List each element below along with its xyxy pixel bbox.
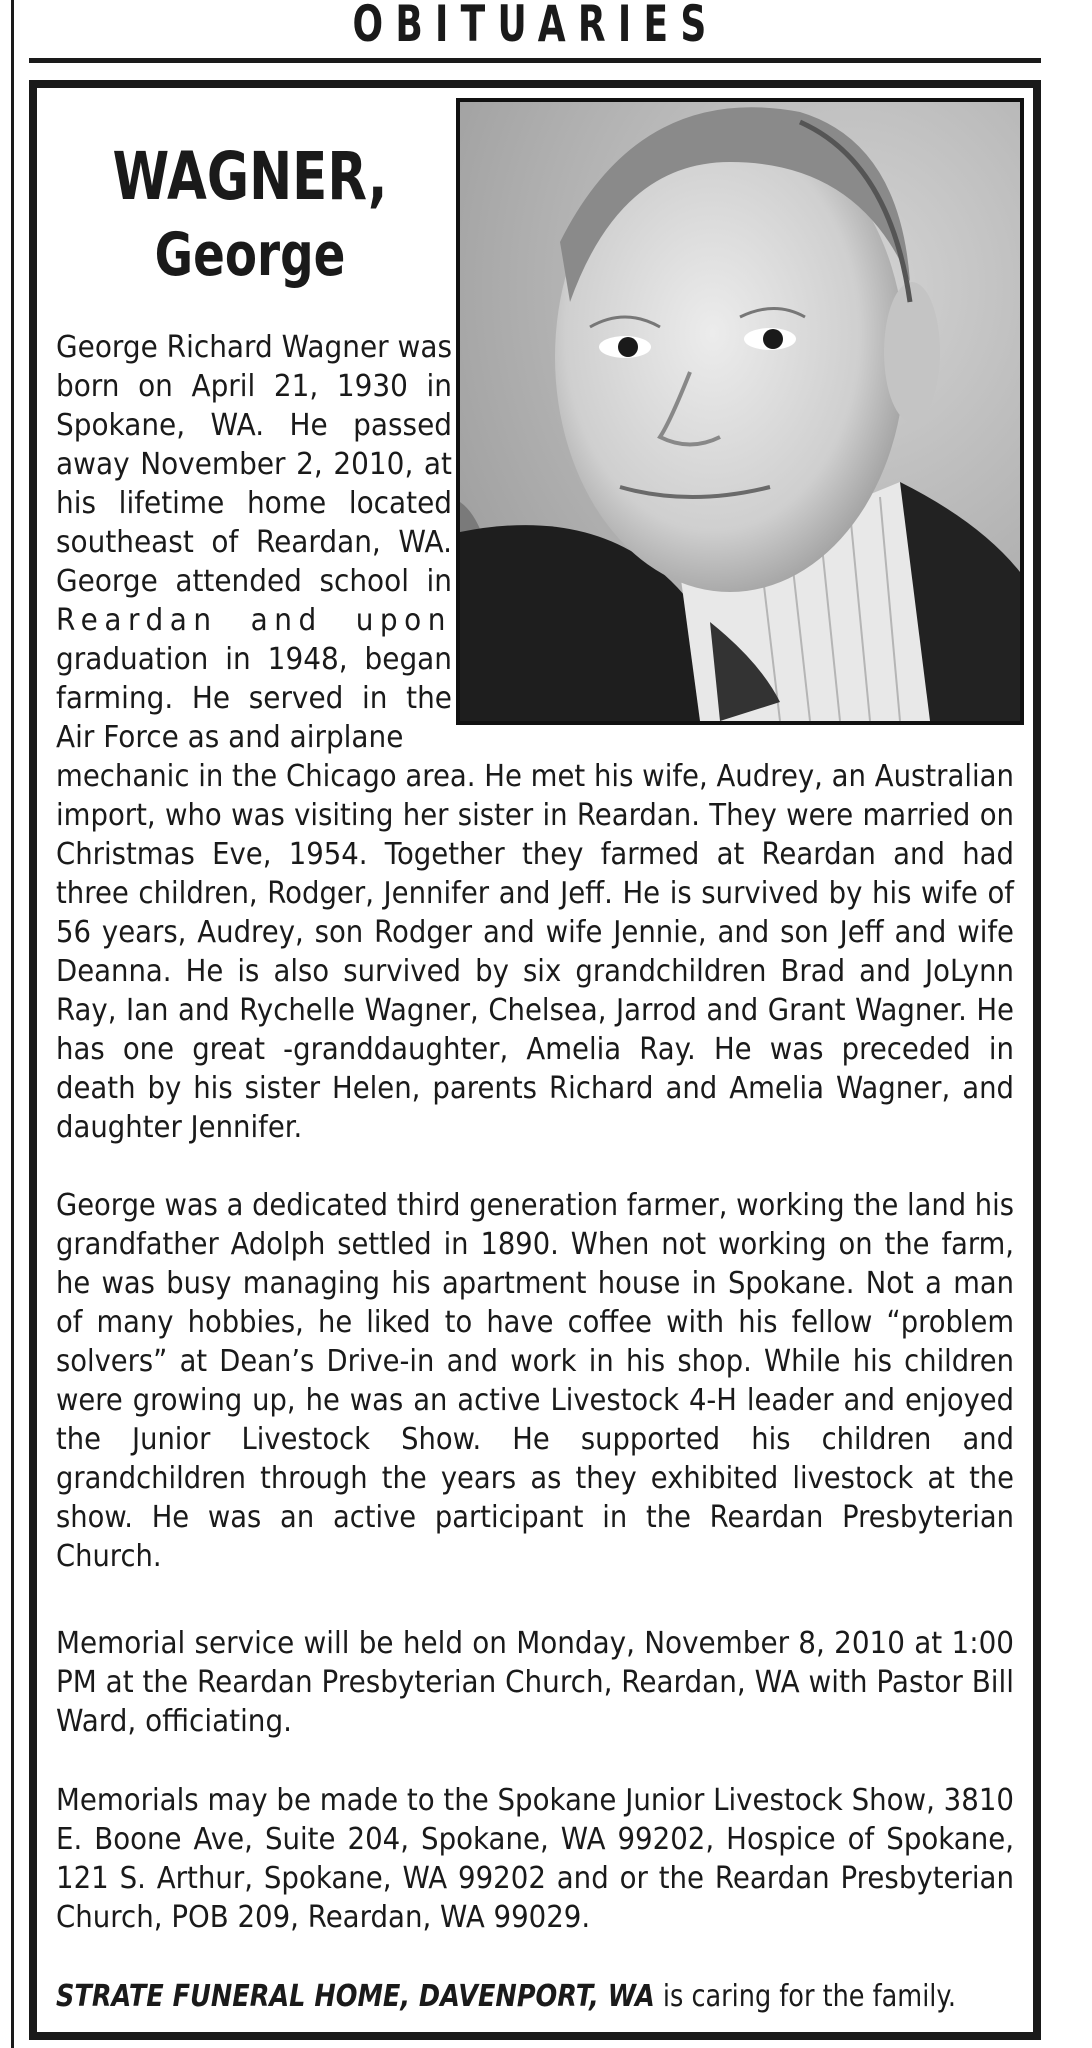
paragraph-family	[56, 757, 1014, 1147]
text-line: away November 2, 2010, at	[56, 447, 452, 482]
text-line: death by his sister Helen, parents Richard and Amelia Wagner, and	[56, 1071, 1014, 1106]
closing-line	[56, 1977, 956, 2016]
text-line: show. He was an active participant in the Reardan Presbyterian	[56, 1500, 1014, 1535]
text-line: George attended school in	[56, 564, 452, 599]
text-line: southeast of Reardan, WA.	[56, 525, 452, 560]
text-line: Ward, officiating.	[56, 1704, 292, 1739]
text-line: Church, POB 209, Reardan, WA 99029.	[56, 1900, 591, 1935]
text-line: Church.	[56, 1539, 162, 1574]
text-line: Memorials may be made to the Spokane Junior Livestock Show, 3810	[56, 1783, 1014, 1818]
text-line: Memorial service will be held on Monday, November 8, 2010 at 1:00	[56, 1626, 1014, 1661]
page-column-rule	[11, 0, 14, 2048]
section-title: OBITUARIES	[352, 0, 719, 53]
text-line: import, who was visiting her sister in Reardan. They were married on	[56, 798, 1014, 833]
text-line: Deanna. He is also survived by six grandchildren Brad and JoLynn	[56, 954, 1014, 989]
paragraph-service	[56, 1624, 1014, 1741]
text-line: George Richard Wagner was	[56, 330, 452, 365]
text-line: George was a dedicated third generation farmer, working the land his	[56, 1188, 1014, 1223]
text-line: Reardan and upon	[56, 603, 452, 638]
obituary-last-name: WAGNER,	[112, 138, 388, 215]
obituary-first-name: George	[154, 220, 346, 290]
text-line: has one great -granddaughter, Amelia Ray. He was preceded in	[56, 1032, 1014, 1067]
text-line: solvers” at Dean’s Drive-in and work in his shop. While his children	[56, 1344, 1014, 1379]
text-line: graduation in 1948, began	[56, 642, 452, 677]
text-line: born on April 21, 1930 in	[56, 369, 452, 404]
header-rule	[29, 58, 1041, 63]
text-line: mechanic in the Chicago area. He met his wife, Audrey, an Australian	[56, 759, 1014, 794]
text-line: daughter Jennifer.	[56, 1110, 303, 1145]
portrait-photo	[456, 98, 1024, 725]
text-line: 121 S. Arthur, Spokane, WA 99202 and or the Reardan Presbyterian	[56, 1861, 1014, 1896]
funeral-home-name: STRATE FUNERAL HOME, DAVENPORT, WA	[56, 1979, 655, 2014]
text-line: Ray, Ian and Rychelle Wagner, Chelsea, Jarrod and Grant Wagner. He	[56, 993, 1014, 1028]
closing-text: is caring for the family.	[654, 1979, 956, 2014]
text-line: three children, Rodger, Jennifer and Jeff. He is survived by his wife of	[56, 876, 1014, 911]
text-line: farming. He served in the	[56, 681, 452, 716]
text-line: of many hobbies, he liked to have coffee with his fellow “problem	[56, 1305, 1014, 1340]
paragraph-life	[56, 1186, 1014, 1576]
text-line: grandfather Adolph settled in 1890. When not working on the farm,	[56, 1227, 1014, 1262]
intro-text-column	[56, 328, 452, 757]
text-line: were growing up, he was an active Livestock 4-H leader and enjoyed	[56, 1383, 1014, 1418]
text-line: his lifetime home located	[56, 486, 452, 521]
text-line: grandchildren through the years as they exhibited livestock at the	[56, 1461, 1014, 1496]
text-line: 56 years, Audrey, son Rodger and wife Jennie, and son Jeff and wife	[56, 915, 1014, 950]
text-line: the Junior Livestock Show. He supported his children and	[56, 1422, 1014, 1457]
text-line: PM at the Reardan Presbyterian Church, Reardan, WA with Pastor Bill	[56, 1665, 1014, 1700]
text-line: Spokane, WA. He passed	[56, 408, 452, 443]
text-line: Christmas Eve, 1954. Together they farmed at Reardan and had	[56, 837, 1014, 872]
text-line: he was busy managing his apartment house in Spokane. Not a man	[56, 1266, 1014, 1301]
text-line: E. Boone Ave, Suite 204, Spokane, WA 99202, Hospice of Spokane,	[56, 1822, 1014, 1857]
portrait-image	[460, 102, 1020, 721]
paragraph-memorials	[56, 1781, 1014, 1937]
text-line: Air Force as and airplane	[56, 720, 404, 755]
